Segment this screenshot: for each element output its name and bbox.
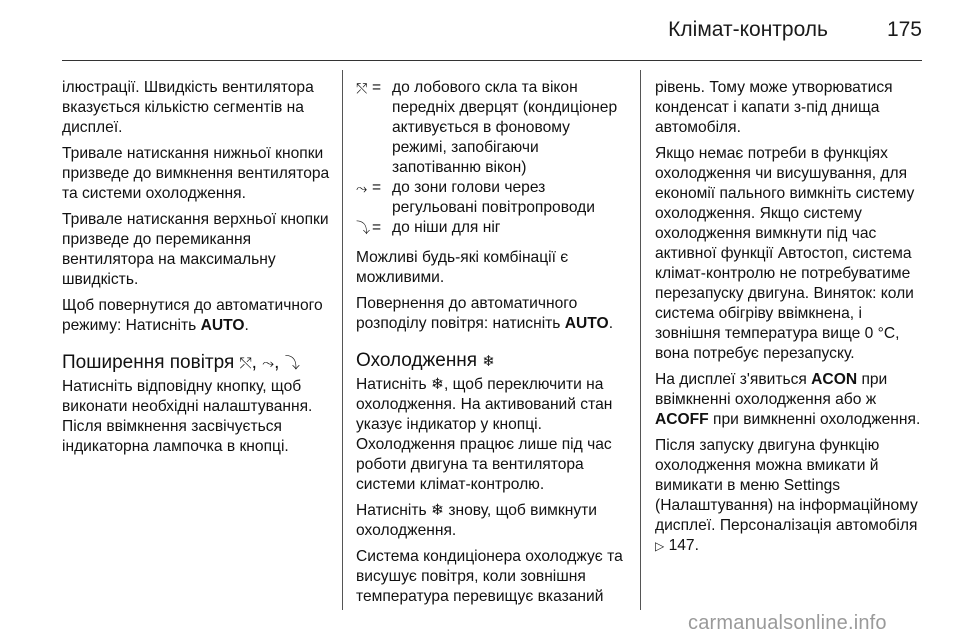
page-number: 175 (886, 18, 922, 41)
list-item: ⤳ = до зони голови через регульовані повітропроводи (356, 179, 595, 216)
paragraph: Натисніть ❄, щоб переключити на охолодження. На активований стан указує індикатор у кнопці. (356, 376, 613, 433)
foot-vent-icon: ⤵ (284, 355, 300, 372)
paragraph: рівень. Тому може утворюватися конденсат і капати з-під днища автомобіля. (655, 79, 893, 136)
acoff-label: ACOFF (655, 411, 709, 428)
snowflake-icon: ❄ (482, 353, 495, 370)
windshield-vent-icon: ⤲ (356, 80, 368, 96)
paragraph: Після запуску двигуна функцію охолодження можна вмикати й вимикати в меню Settings (Налаштування) на інформаційному дисплеї. Персоналізація автомобіля ▷ 147. (655, 437, 918, 554)
head-vent-icon: ⤳ (356, 180, 368, 196)
paragraph: Повернення до автоматичного розподілу повітря: натисніть AUTO. (356, 295, 614, 332)
paragraph: Тривале натискання нижньої кнопки призведе до вимкнення вентилятора та системи охолодження. (62, 145, 330, 202)
paragraph: Тривале натискання верхньої кнопки призведе до перемикання вентилятора на максимальну швидкість. (62, 211, 329, 288)
section-heading: Поширення повітря ⤲, ⤳, ⤵ (62, 352, 300, 373)
acon-label: ACON (811, 371, 858, 388)
paragraph: На дисплеї з'явиться ACON при ввімкненні охолодження або ж ACOFF при вимкненні охолодження. (655, 371, 921, 428)
paragraph: Натисніть відповідну кнопку, щоб виконати необхідні налаштування. Після ввімкнення засвічується індикаторна лампочка в кнопці. (62, 378, 313, 455)
column-3 (655, 78, 923, 562)
paragraph: Якщо немає потреби в функціях охолодження чи висушування, для економії пального вимкніть систему охолодження. Якщо систему охолодження вимкнути під час активної функції Автостоп, система клімат-контролю не потребуватиме перезапуску двигуна. Виняток: коли система обігріву ввімкнена, і зовнішня температура вище 0 °C, вона потребує перезапуску. (655, 145, 915, 362)
column-1 (62, 78, 330, 463)
paragraph: Охолодження працює лише під час роботи двигуна та вентилятора системи клімат-контролю. (356, 436, 612, 493)
page-reference-arrow-icon: ▷ (655, 539, 665, 553)
auto-key-label: AUTO (564, 315, 609, 332)
auto-key-label: AUTO (200, 317, 245, 334)
page-reference[interactable]: 147. (668, 537, 699, 554)
column-divider (640, 70, 641, 610)
paragraph: Можливі будь-які комбінації є можливими. (356, 249, 569, 286)
paragraph: Система кондиціонера охолоджує та висушує повітря, коли зовнішня температура перевищує вказаний (356, 548, 623, 605)
head-vent-icon: ⤳ (262, 355, 275, 372)
foot-vent-icon: ⤵ (356, 220, 370, 236)
column-2 (356, 78, 628, 613)
column-divider (342, 70, 343, 610)
list-item: ⤵ = до ніши для ніг (356, 219, 501, 236)
paragraph: Натисніть ❄ знову, щоб вимкнути охолодження. (356, 502, 597, 539)
header-divider (62, 60, 922, 61)
windshield-vent-icon: ⤲ (239, 355, 252, 372)
paragraph: Щоб повернутися до автоматичного режиму: Натисніть AUTO. (62, 297, 323, 334)
section-heading: Охолодження ❄ (356, 350, 495, 371)
page-title: Клімат-контроль (668, 18, 828, 41)
watermark: carmanualsonline.info (688, 612, 887, 634)
list-item: ⤲ = до лобового скла та вікон передніх дверцят (кондиціонер активується в фоновому режимі, запобігаючи запотіванню вікон) (356, 79, 618, 176)
paragraph: ілюстрації. Швидкість вентилятора вказується кількістю сегментів на дисплеї. (62, 79, 314, 136)
